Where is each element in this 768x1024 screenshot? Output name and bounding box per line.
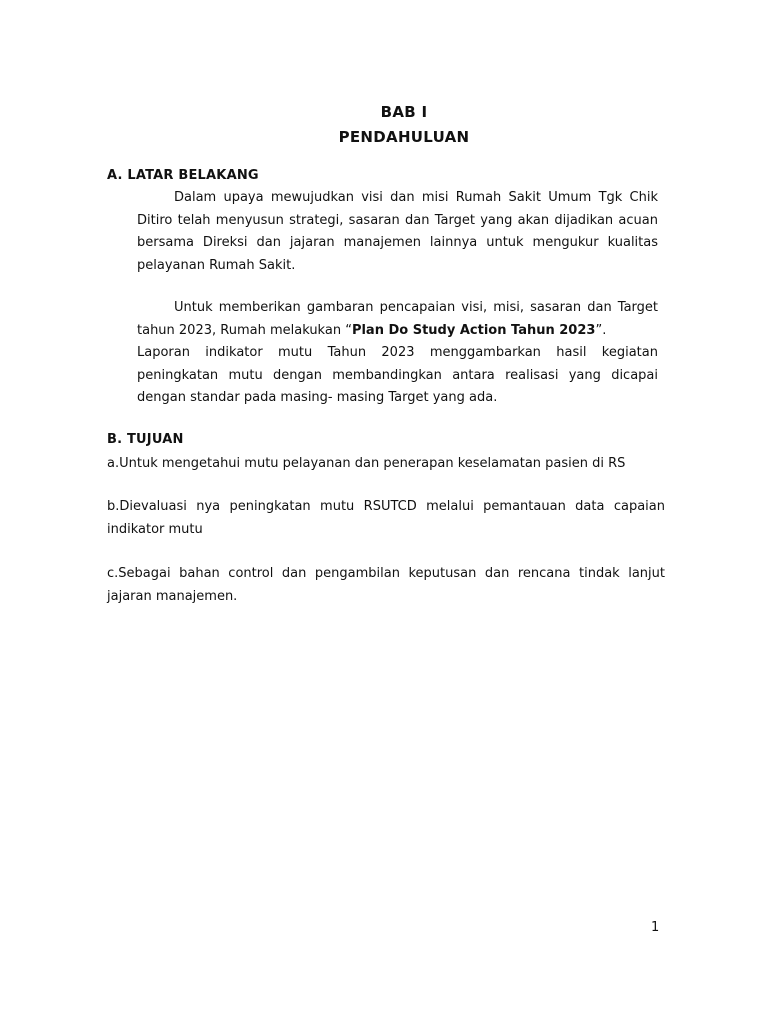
chapter-subtitle: PENDAHULUAN [338,128,470,146]
objective-item-a: a.Untuk mengetahui mutu pelayanan dan penerapan keselamatan pasien di RS [107,456,626,471]
background-paragraph-1: Dalam upaya mewujudkan visi dan misi Rumah Sakit Umum Tgk Chik Ditiro telah menyusun strategi, sasaran dan Target yang akan dijadikan acuan bersama Direksi dan jajaran manajemen lainnya untuk mengukur kualitas pelayanan Rumah Sakit. [137,190,658,273]
section-b-heading: B. TUJUAN [107,432,184,447]
background-paragraph-3: Laporan indikator mutu Tahun 2023 menggambarkan hasil kegiatan peningkatan mutu dengan membandingkan antara realisasi yang dicapai dengan standar pada masing- masing Target yang ada. [137,345,658,405]
paragraph-2-text: Untuk memberikan gambaran pencapaian visi, misi, sasaran dan Target tahun 2023, Rumah melakukan “ [137,300,658,338]
chapter-title: BAB I [380,103,428,121]
section-a-heading: A. LATAR BELAKANG [107,168,259,183]
paragraph-2-closing: ”. [595,322,607,338]
objective-item-c: c.Sebagai bahan control dan pengambilan keputusan dan rencana tindak lanjut jajaran manajemen. [107,566,665,604]
paragraph-2-bold-phrase: Plan Do Study Action Tahun 2023 [351,322,596,338]
page-number: 1 [651,920,660,935]
objective-item-b: b.Dievaluasi nya peningkatan mutu RSUTCD melalui pemantauan data capaian indikator mutu [107,499,665,537]
background-paragraph-2 [137,297,658,342]
